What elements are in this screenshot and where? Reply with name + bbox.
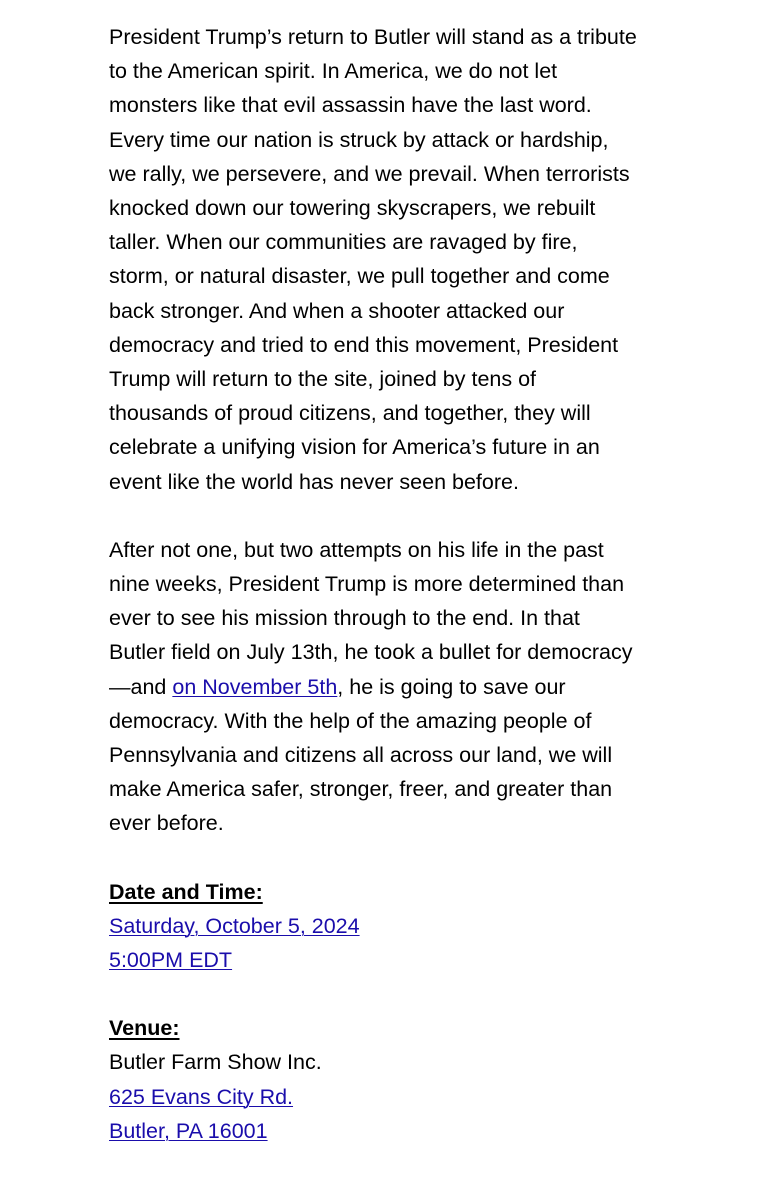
paragraph-return-to-butler: President Trump’s return to Butler will stand as a tribute to the American spirit. In America, we do not let monsters like that evil assassin have the last word. Every time our nation is struck by attack or hardship, we rally, we persevere, and we prevail. When terrorists knocked down our towering skyscrapers, we rebuilt taller. When our communities are ravaged by fire, storm, or natural disaster, we pull together and come back stronger. And when a shooter attacked our democracy and tried to end this movement, President Trump will return to the site, joined by tens of thousands of proud citizens, and together, they will celebrate a unifying vision for America’s future in an event like the world has never seen before. <box>109 25 637 494</box>
date-time-section <box>109 875 639 978</box>
venue-heading: Venue: <box>109 1016 180 1041</box>
paragraph-text-before-link: After not one, but two attempts on his life in the past nine weeks, President Trump is more determined than ever to see his mission through to the end. In that Butler field on July 13th, he took a bullet for democracy—and <box>109 537 633 699</box>
venue-name: Butler Farm Show Inc. <box>109 1050 322 1075</box>
email-body <box>109 20 639 1182</box>
paragraph-text-after-link: , he is going to save our democracy. With the help of the amazing people of Pennsylvania and citizens all across our land, we will make America safer, stronger, freer, and greater than ever before. <box>109 674 613 836</box>
date-time-heading: Date and Time: <box>109 879 263 904</box>
paragraph-attempts-on-life <box>109 533 639 841</box>
november-5th-link[interactable]: on November 5th <box>172 674 338 699</box>
venue-street-link[interactable]: 625 Evans City Rd. <box>109 1084 294 1109</box>
event-time-link[interactable]: 5:00PM EDT <box>109 948 233 973</box>
event-date-link[interactable]: Saturday, October 5, 2024 <box>109 913 360 938</box>
venue-city-link[interactable]: Butler, PA 16001 <box>109 1118 268 1143</box>
venue-section <box>109 1011 639 1148</box>
